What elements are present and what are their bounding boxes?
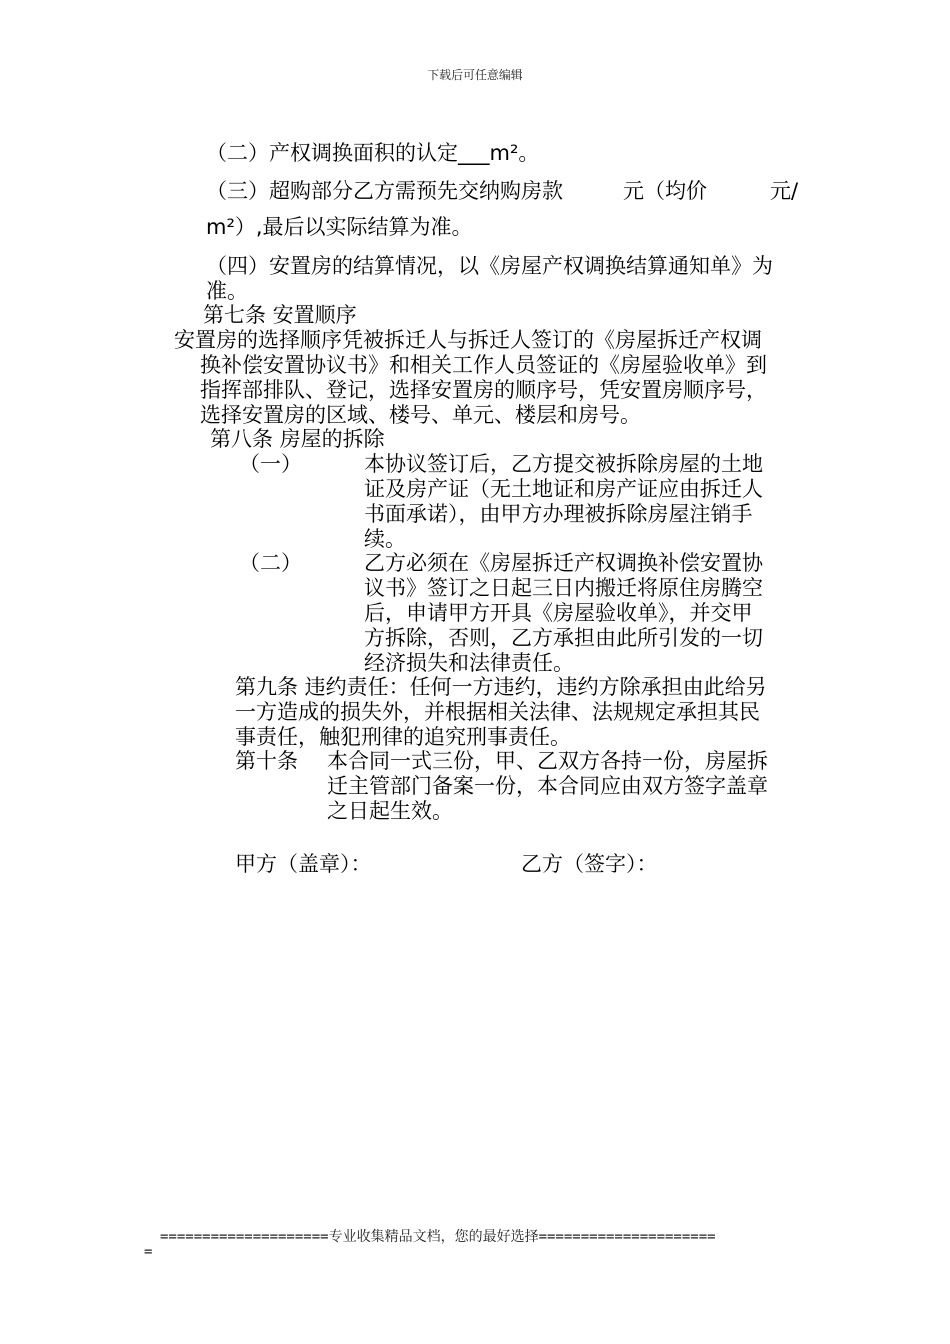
article-8-item-2-line-2: 议书》签订之日起三日内搬迁将原住房腾空 — [364, 576, 763, 600]
clause-2-area: （二）产权调换面积的认定___m²。 — [206, 141, 540, 165]
article-8-item-1-line-1: 本协议签订后，乙方提交被拆除房屋的土地 — [364, 452, 763, 476]
clause-3-line-1a: （三）超购部分乙方需预先交纳购房款 — [206, 179, 563, 203]
article-7-line-2: 换补偿安置协议书》和相关工作人员签证的《房屋验收单》到 — [200, 353, 767, 377]
clause-3-line-2: m²）,最后以实际结算为准。 — [206, 215, 473, 239]
footer-banner-overflow: = — [144, 1244, 153, 1260]
article-8-item-2-label: （二） — [239, 551, 302, 575]
party-b-signature-label: 乙方（签字）： — [521, 852, 658, 876]
article-7-line-4: 选择安置房的区域、楼号、单元、楼层和房号。 — [200, 403, 641, 427]
page-header: 下载后可任意编辑 — [427, 68, 523, 82]
article-8-item-2-line-4: 方拆除，否则，乙方承担由此所引发的一切 — [364, 626, 763, 650]
clause-3-line-1c: 元/ — [770, 179, 799, 203]
clause-4-line-2: 准。 — [206, 279, 248, 303]
article-9-line-1: 第九条 违约责任：任何一方违约，违约方除承担由此给另 — [235, 675, 767, 699]
article-7-line-1: 安置房的选择顺序凭被拆迁人与拆迁人签订的《房屋拆迁产权调 — [174, 328, 762, 352]
article-8-item-1-line-2: 证及房产证（无土地证和房产证应由拆迁人 — [364, 477, 763, 501]
article-10-line-3: 之日起生效。 — [327, 799, 453, 823]
article-10-line-1: 本合同一式三份，甲、乙双方各持一份，房屋拆 — [327, 749, 768, 773]
article-7-line-3: 指挥部排队、登记，选择安置房的顺序号，凭安置房顺序号， — [200, 378, 767, 402]
article-8-heading: 第八条 房屋的拆除 — [210, 427, 385, 451]
article-8-item-2-line-3: 后，申请甲方开具《房屋验收单》，并交甲 — [364, 601, 753, 625]
article-8-item-1-line-3: 书面承诺），由甲方办理被拆除房屋注销手 — [364, 502, 753, 526]
clause-3-line-1b: 元（均价 — [623, 179, 707, 203]
party-a-signature-label: 甲方（盖章）： — [235, 852, 372, 876]
footer-banner: ====================专业收集精品文档，您的最好选择===================== — [160, 1229, 716, 1245]
article-8-item-2-line-1: 乙方必须在《房屋拆迁产权调换补偿安置协 — [364, 551, 763, 575]
article-9-line-2: 一方造成的损失外，并根据相关法律、法规规定承担其民 — [235, 700, 760, 724]
article-8-item-1-label: （一） — [239, 452, 302, 476]
article-10-label: 第十条 — [235, 749, 298, 773]
article-8-item-2-line-5: 经济损失和法律责任。 — [364, 651, 574, 675]
clause-4-line-1: （四）安置房的结算情况，以《房屋产权调换结算通知单》为 — [206, 254, 773, 278]
article-8-item-1-line-4: 续。 — [364, 527, 406, 551]
article-7-heading: 第七条 安置顺序 — [203, 303, 357, 327]
article-10-line-2: 迁主管部门备案一份，本合同应由双方签字盖章 — [327, 774, 768, 798]
article-9-line-3: 事责任，触犯刑律的追究刑事责任。 — [235, 725, 571, 749]
